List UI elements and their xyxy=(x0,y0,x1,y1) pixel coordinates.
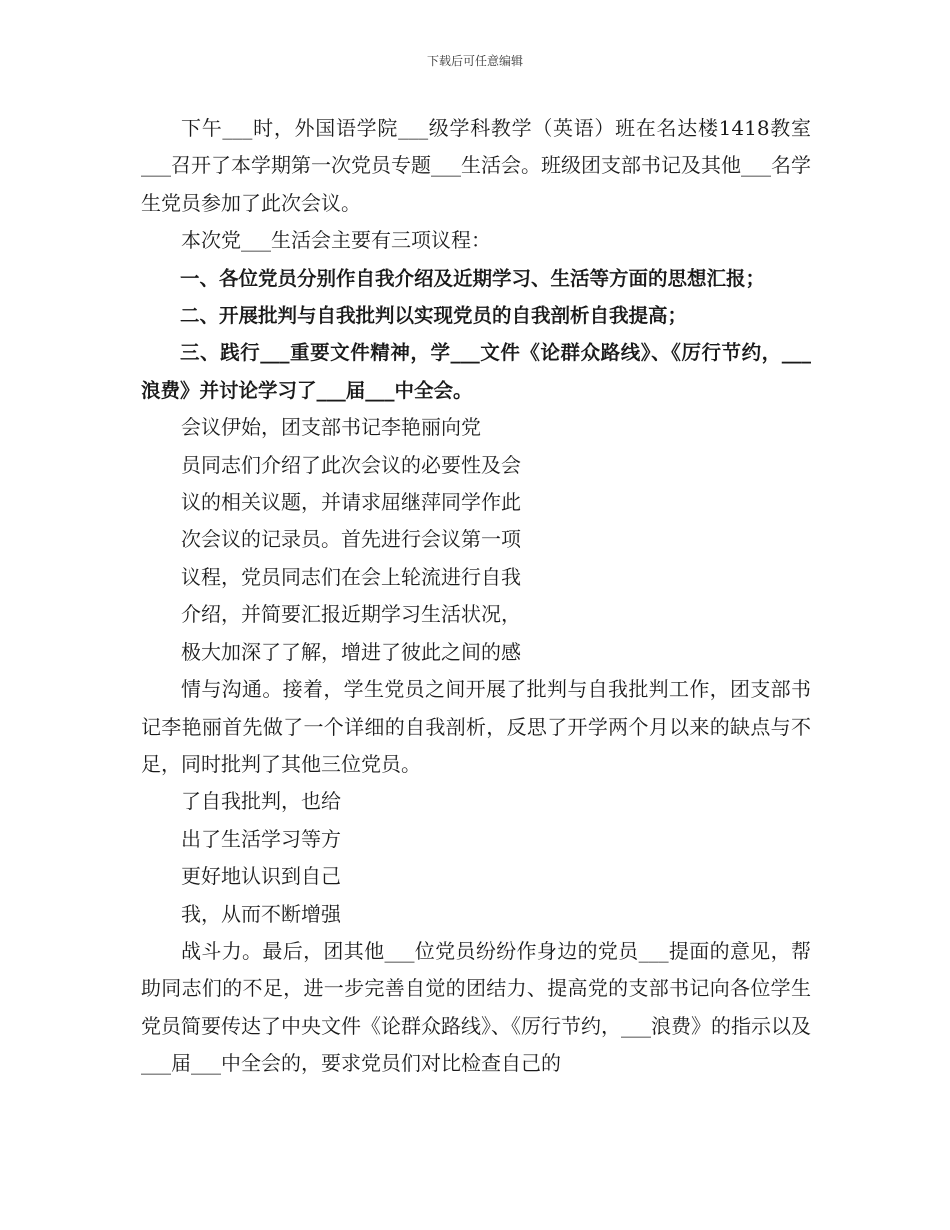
text-line: 介绍，并简要汇报近期学习生活状况， xyxy=(181,602,521,627)
paragraph-meeting-intro: 下午___时，外国语学院___级学科教学（英语）班在名达楼1418教室___召开了本学期第一次党员专题___生活会。班级团支部书记及其他___名学生党员参加了此次会议。 xyxy=(141,116,811,215)
text-line: 我，从而不断增强 xyxy=(181,901,341,926)
agenda-item-3: 三、践行___重要文件精神，学___文件《论群众路线》、《厉行节约，___浪费》并讨论学习了___届___中全会。 xyxy=(141,341,811,402)
text-line: 议的相关议题，并请求屈继萍同学作此 xyxy=(181,490,521,515)
text-line: 员同志们介绍了此次会议的必要性及会 xyxy=(181,452,521,477)
paragraph-agenda-intro: 本次党___生活会主要有三项议程： xyxy=(181,228,491,253)
agenda-item-1: 一、各位党员分别作自我介绍及近期学习、生活等方面的思想汇报； xyxy=(180,266,766,290)
text-line: 更好地认识到自己 xyxy=(181,864,341,889)
text-line: 出了生活学习等方 xyxy=(181,826,341,851)
text-line: 了自我批判，也给 xyxy=(181,789,341,814)
text-line: 议程，党员同志们在会上轮流进行自我 xyxy=(181,564,521,589)
document-body xyxy=(141,110,811,1083)
text-line: 次会议的记录员。首先进行会议第一项 xyxy=(181,527,521,552)
paragraph-criticism: 情与沟通。接着，学生党员之间开展了批判与自我批判工作，团支部书记李艳丽首先做了一个详细的自我剖析，反思了开学两个月以来的缺点与不足，同时批判了其他三位党员。 xyxy=(141,677,811,776)
text-line: 会议伊始，团支部书记李艳丽向党 xyxy=(181,415,481,440)
paragraph-conclusion: 战斗力。最后，团其他___位党员纷纷作身边的党员___提面的意见，帮助同志们的不足，进一步完善自觉的团结力、提高党的支部书记向各位学生党员简要传达了中央文件《论群众路线》、《厉行节约，___浪费》的指示以及___届___中全会的，要求党员们对比检查自己的 xyxy=(141,938,811,1076)
text-line: 极大加深了了解，增进了彼此之间的感 xyxy=(181,639,521,664)
agenda-item-2: 二、开展批判与自我批判以实现党员的自我剖析自我提高； xyxy=(180,304,688,328)
page-header: 下载后可任意编辑 xyxy=(426,54,523,68)
paragraph-meeting-start xyxy=(141,409,811,671)
paragraph-self-criticism xyxy=(141,783,811,933)
